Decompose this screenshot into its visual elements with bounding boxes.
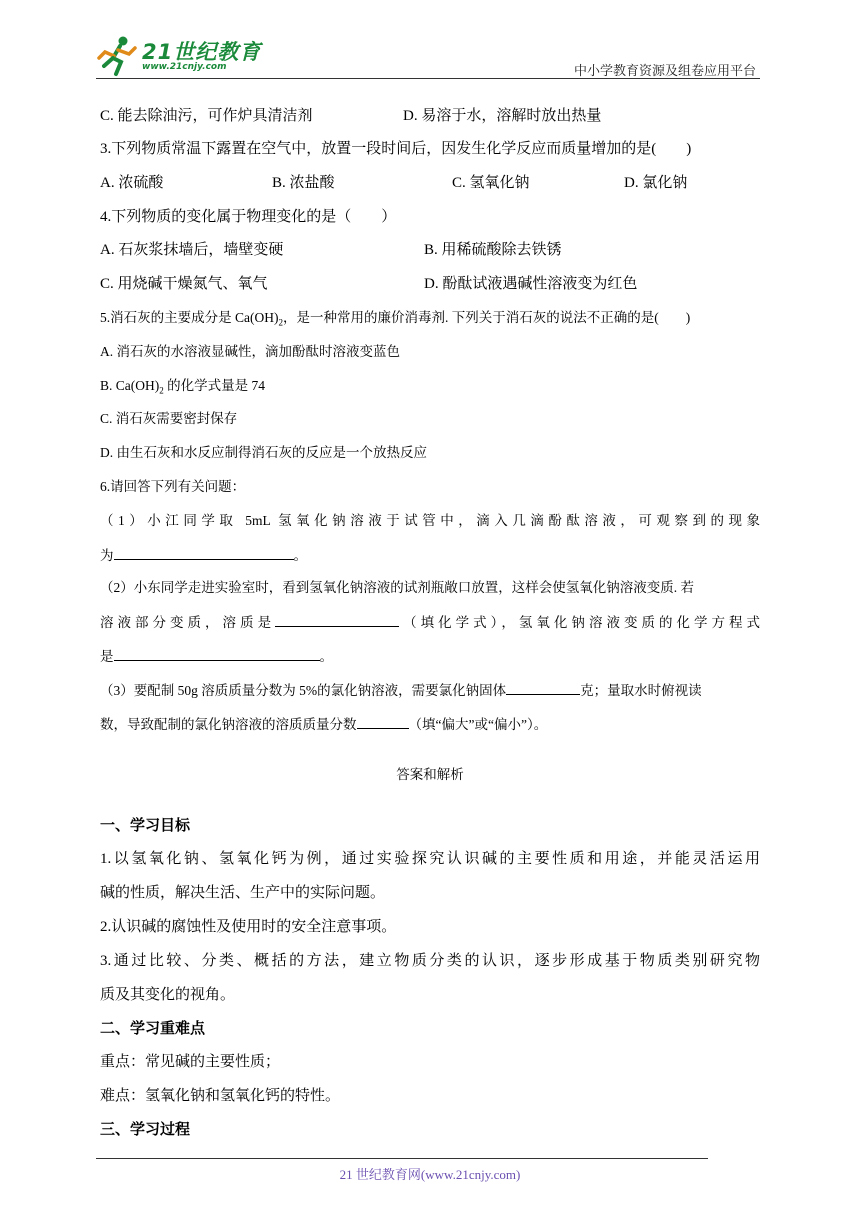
q6-part1-line1: （1）小江同学取 5mL 氢氧化钠溶液于试管中，滴入几滴酚酞溶液，可观察到的现象 [100, 513, 760, 528]
q5-option-b: B. $Ca(OH)_2$ 的化学式量是 74 [100, 378, 265, 396]
q6-stem: 6.请回答下列有关问题： [100, 479, 246, 494]
q4-option-a: A. 石灰浆抹墙后，墙壁变硬 [100, 242, 284, 258]
q3-option-c: C. 氢氧化钠 [452, 175, 530, 191]
q5-option-c: C. 消石灰需要密封保存 [100, 411, 238, 426]
q3-stem: 3.下列物质常温下露置在空气中，放置一段时间后，因发生化学反应而质量增加的是( ) [100, 141, 692, 157]
section2-title: 二、学习重难点 [100, 1019, 206, 1037]
objective-3-line2: 质及其变化的视角。 [100, 987, 236, 1003]
q6-part2-line1: （2）小东同学走进实验室时，看到氢氧化钠溶液的试剂瓶敞口放置，这样会使氢氧化钠溶液变质. 若 [100, 580, 694, 595]
difficult-points: 难点：氢氧化钠和氢氧化钙的特性。 [100, 1088, 341, 1104]
q2-option-d: D. 易溶于水，溶解时放出热量 [403, 108, 602, 124]
q5-stem: 5.消石灰的主要成分是 $Ca(OH)_2$，是一种常用的廉价消毒剂. 下列关于消石灰的说法不正确的是( ) [100, 310, 691, 328]
q3-option-d: D. 氯化钠 [624, 175, 688, 191]
footer-divider [96, 1158, 708, 1159]
objective-1-line2: 碱的性质，解决生活、生产中的实际问题。 [100, 885, 386, 901]
answer-blank [114, 545, 294, 560]
answer-blank [506, 680, 580, 695]
runner-logo-icon [96, 34, 140, 78]
q3-option-b: B. 浓盐酸 [272, 175, 335, 191]
header-divider [96, 78, 760, 79]
logo-text: 21世纪教育 [142, 40, 262, 64]
answer-blank [275, 612, 399, 627]
q2-option-c: C. 能去除油污，可作炉具清洁剂 [100, 108, 313, 124]
section1-title: 一、学习目标 [100, 816, 191, 834]
header-platform-name: 中小学教育资源及组卷应用平台 [573, 63, 756, 78]
q6-part3-line1: （3）要配制 50g 溶质质量分数为 5%的氯化钠溶液，需要氯化钠固体 克；量取水时俯视读 [100, 680, 702, 701]
site-logo [96, 34, 262, 78]
objective-2: 2.认识碱的腐蚀性及使用时的安全注意事项。 [100, 919, 397, 935]
q6-part2-line3: 是 。 [100, 646, 333, 667]
answer-blank [114, 646, 320, 661]
answers-title: 答案和解析 [396, 767, 464, 782]
q5-option-d: D. 由生石灰和水反应制得消石灰的反应是一个放热反应 [100, 445, 427, 460]
q6-part3-line2: 数，导致配制的氯化钠溶液的溶质质量分数 （填“偏大”或“偏小”）。 [100, 714, 547, 735]
q5-option-a: A. 消石灰的水溶液显碱性，滴加酚酞时溶液变蓝色 [100, 344, 400, 359]
q3-option-a: A. 浓硫酸 [100, 175, 164, 191]
q6-part1-line2: 为 。 [100, 545, 307, 566]
q6-part2-line2: 溶液部分变质，溶质是 （填化学式），氢氧化钠溶液变质的化学方程式 [100, 612, 760, 633]
answer-blank [357, 714, 409, 729]
objective-3-line1: 3.通过比较、分类、概括的方法，建立物质分类的认识，逐步形成基于物质类别研究物 [100, 953, 760, 969]
q4-option-c: C. 用烧碱干燥氮气、氧气 [100, 276, 268, 292]
q4-option-b: B. 用稀硫酸除去铁锈 [424, 242, 562, 258]
section3-title: 三、学习过程 [100, 1120, 191, 1138]
q4-option-d: D. 酚酞试液遇碱性溶液变为红色 [424, 276, 638, 292]
q4-stem: 4.下列物质的变化属于物理变化的是（ ） [100, 209, 397, 225]
footer-text: 21 世纪教育网(www.21cnjy.com) [339, 1167, 521, 1182]
objective-1-line1: 1.以氢氧化钠、氢氧化钙为例，通过实验探究认识碱的主要性质和用途，并能灵活运用 [100, 851, 760, 867]
logo-url: www.21cnjy.com [142, 62, 227, 72]
key-points: 重点：常见碱的主要性质； [100, 1054, 281, 1070]
